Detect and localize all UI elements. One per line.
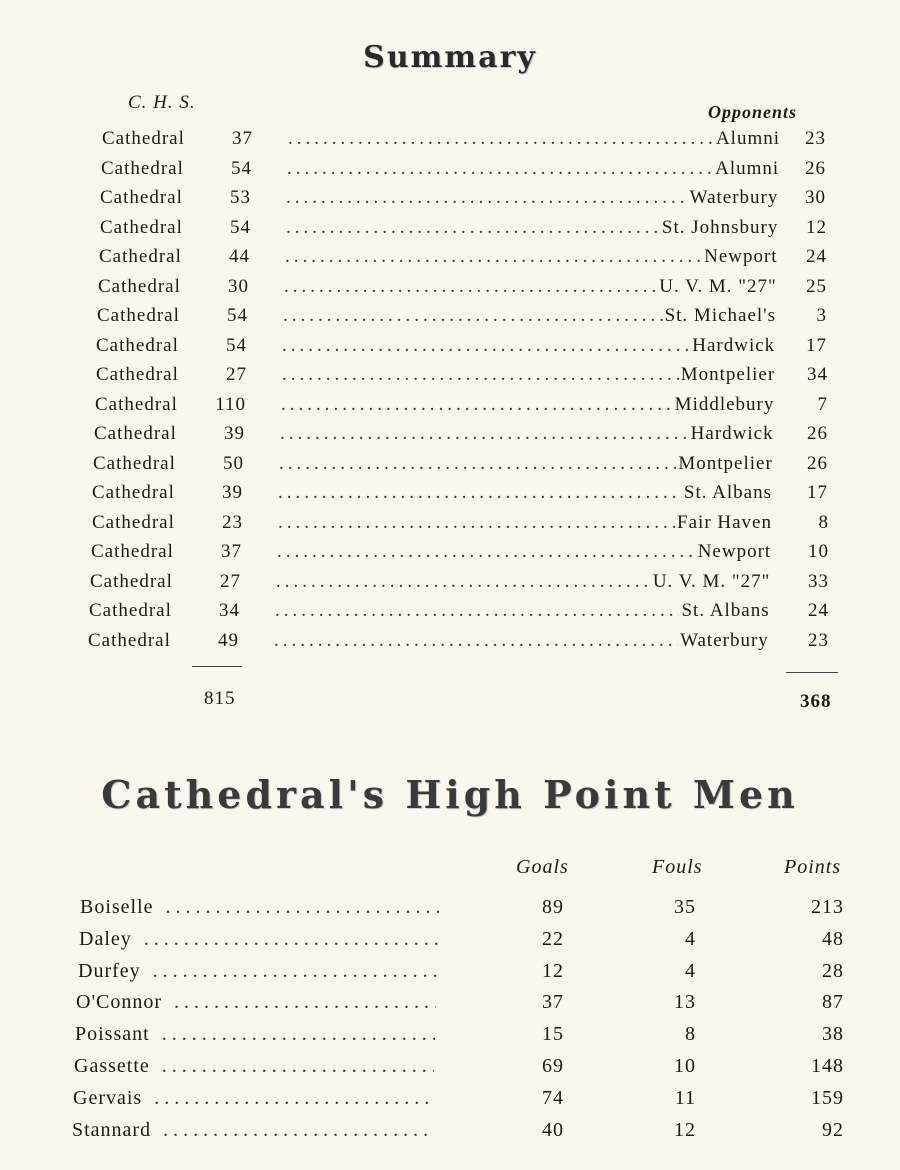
player-goals: 69 [542, 1055, 564, 1077]
opponent-leader [275, 600, 770, 622]
game-row [0, 305, 900, 334]
cathedral-score: 54 [227, 305, 248, 326]
dot-leader [162, 991, 436, 1014]
team-name: Cathedral [99, 246, 182, 267]
game-row [0, 600, 900, 629]
game-row [0, 276, 900, 305]
opponent-leader [274, 630, 769, 652]
team-name: Cathedral [101, 157, 184, 179]
player-row [0, 1023, 900, 1053]
opponent-score: 34 [807, 364, 828, 385]
dot-leader [142, 1087, 433, 1110]
opponent-leader [286, 217, 778, 239]
game-row [0, 571, 900, 600]
player-fouls: 35 [674, 896, 696, 918]
cathedral-score: 23 [222, 511, 243, 533]
opponent-name: U. V. M. "27" [659, 275, 777, 297]
player-fouls: 10 [674, 1055, 696, 1077]
player-name: Durfey [78, 959, 141, 982]
opponent-leader [286, 187, 778, 209]
opponent-score: 33 [808, 570, 829, 592]
player-name-leader [74, 1055, 434, 1078]
team-name: Cathedral [91, 541, 174, 562]
cathedral-score: 39 [222, 482, 243, 503]
player-name: Poissant [75, 1023, 150, 1046]
opponent-leader [282, 364, 775, 386]
dot-leader [150, 1055, 434, 1078]
opponent-name: U. V. M. "27" [652, 570, 771, 592]
game-row [0, 541, 900, 570]
team-name: Cathedral [96, 364, 179, 385]
player-name-leader [80, 896, 440, 919]
player-points: 48 [822, 927, 844, 950]
team-name: Cathedral [93, 452, 176, 474]
opponents-column-header: Opponents [708, 102, 798, 122]
game-row [0, 335, 900, 364]
goals-column-header: Goals [516, 856, 569, 878]
player-name: Daley [79, 927, 132, 950]
dot-leader [150, 1023, 435, 1046]
chs-total: 815 [204, 688, 236, 709]
dot-leader [286, 217, 660, 239]
opponent-leader [283, 305, 776, 327]
opponent-score: 23 [805, 128, 826, 149]
player-row [0, 960, 900, 990]
player-name: Boiselle [80, 896, 154, 918]
dot-leader [282, 335, 690, 357]
player-points: 213 [811, 896, 844, 918]
team-name: Cathedral [94, 423, 177, 444]
chs-total-rule [192, 666, 242, 667]
cathedral-score: 54 [230, 216, 251, 238]
opponent-leader [278, 512, 772, 534]
player-name-leader [73, 1087, 433, 1110]
cathedral-score: 49 [218, 629, 239, 651]
opponent-leader [278, 482, 772, 504]
summary-title: Summary [363, 40, 537, 75]
player-goals: 12 [542, 959, 564, 982]
cathedral-score: 27 [220, 570, 241, 592]
opponents-total: 368 [800, 691, 832, 712]
dot-leader [277, 541, 696, 563]
dot-leader [278, 482, 682, 504]
player-name-leader [72, 1119, 432, 1142]
player-goals: 40 [542, 1118, 564, 1141]
player-points: 38 [822, 1023, 844, 1046]
player-goals: 37 [542, 991, 564, 1014]
player-row [0, 896, 900, 926]
opponent-leader [276, 571, 770, 593]
team-name: Cathedral [98, 275, 181, 297]
opponent-name: Fair Haven [677, 511, 772, 533]
cathedral-score: 54 [226, 334, 247, 356]
player-name-leader [78, 960, 438, 983]
dot-leader [281, 394, 673, 416]
opponent-leader [281, 394, 774, 416]
team-name: Cathedral [96, 334, 179, 356]
cathedral-score: 37 [221, 541, 242, 562]
opponent-score: 25 [806, 275, 827, 297]
player-row [0, 928, 900, 958]
game-row [0, 630, 900, 659]
player-row [0, 1055, 900, 1085]
player-row [0, 991, 900, 1021]
opponent-score: 3 [816, 305, 827, 326]
player-name: Stannard [72, 1118, 152, 1141]
team-name: Cathedral [90, 570, 173, 592]
opponent-name: St. Albans [681, 600, 770, 621]
player-row [0, 1087, 900, 1117]
opponents-total-rule [786, 672, 838, 673]
player-name-leader [79, 928, 439, 951]
fouls-column-header: Fouls [652, 856, 703, 878]
player-goals: 89 [542, 896, 564, 918]
opponent-score: 24 [808, 600, 829, 621]
team-name: Cathedral [95, 393, 178, 415]
player-fouls: 12 [674, 1118, 696, 1141]
dot-leader [285, 246, 702, 268]
team-name: Cathedral [92, 482, 175, 503]
opponent-leader [285, 246, 778, 268]
game-row [0, 512, 900, 541]
team-name: Cathedral [89, 600, 172, 621]
cathedral-score: 44 [229, 246, 250, 267]
dot-leader [151, 1119, 432, 1142]
game-row [0, 128, 900, 157]
dot-leader [141, 960, 438, 983]
player-points: 159 [811, 1086, 844, 1109]
dot-leader [282, 364, 679, 386]
dot-leader [274, 630, 678, 652]
high-point-title: Cathedral's High Point Men [101, 772, 799, 817]
opponent-name: Hardwick [690, 423, 774, 444]
dot-leader [284, 276, 657, 298]
team-name: Cathedral [100, 216, 183, 238]
opponent-name: Hardwick [692, 334, 776, 356]
opponent-name: Waterbury [680, 629, 769, 651]
dot-leader [288, 128, 714, 150]
opponent-score: 17 [806, 334, 827, 356]
cathedral-score: 110 [215, 393, 246, 415]
cathedral-score: 30 [228, 275, 249, 297]
dot-leader [154, 896, 440, 919]
game-row [0, 246, 900, 275]
points-column-header: Points [784, 856, 842, 878]
game-row [0, 187, 900, 216]
player-row [0, 1119, 900, 1149]
opponent-leader [280, 423, 774, 445]
player-name-leader [76, 991, 436, 1014]
opponent-score: 8 [818, 511, 829, 533]
game-row [0, 158, 900, 187]
opponent-name: Waterbury [689, 187, 779, 208]
team-name: Cathedral [100, 187, 183, 208]
opponent-score: 26 [807, 452, 828, 474]
dot-leader [132, 928, 439, 951]
team-name: Cathedral [97, 305, 180, 326]
player-fouls: 13 [674, 991, 696, 1014]
player-fouls: 8 [685, 1023, 696, 1046]
game-row [0, 217, 900, 246]
player-fouls: 4 [685, 927, 696, 950]
player-points: 92 [822, 1118, 844, 1141]
cathedral-score: 53 [230, 187, 251, 208]
opponent-name: St. Albans [683, 482, 772, 503]
opponent-leader [284, 276, 777, 298]
dot-leader [280, 423, 689, 445]
dot-leader [287, 158, 713, 180]
opponent-name: Montpelier [680, 364, 776, 385]
opponent-name: Alumni [715, 157, 780, 179]
opponent-name: Alumni [715, 128, 780, 149]
opponent-score: 12 [806, 216, 827, 238]
team-name: Cathedral [102, 128, 185, 149]
opponent-leader [277, 541, 771, 563]
dot-leader [275, 600, 679, 622]
cathedral-score: 34 [219, 600, 240, 621]
player-name: O'Connor [76, 991, 163, 1014]
cathedral-score: 37 [232, 128, 253, 149]
opponent-leader [288, 128, 780, 150]
game-row [0, 423, 900, 452]
team-name: Cathedral [92, 511, 175, 533]
player-goals: 22 [542, 927, 564, 950]
opponent-name: St. Johnsbury [661, 216, 779, 238]
game-row [0, 482, 900, 511]
player-fouls: 11 [674, 1086, 696, 1109]
dot-leader [283, 305, 663, 327]
opponent-score: 7 [817, 393, 828, 415]
dot-leader [278, 512, 675, 534]
dot-leader [286, 187, 688, 209]
opponent-name: Newport [704, 246, 778, 267]
opponent-name: Middlebury [674, 393, 775, 415]
player-name: Gervais [73, 1086, 143, 1109]
player-points: 148 [811, 1055, 844, 1077]
opponent-leader [279, 453, 773, 475]
chs-column-header: C. H. S. [128, 92, 196, 113]
opponent-score: 30 [805, 187, 826, 208]
opponent-score: 10 [808, 541, 829, 562]
opponent-leader [287, 158, 779, 180]
game-row [0, 394, 900, 423]
opponent-name: Newport [697, 541, 772, 562]
player-goals: 15 [542, 1023, 564, 1046]
cathedral-score: 27 [226, 364, 247, 385]
player-fouls: 4 [685, 959, 696, 982]
player-name: Gassette [74, 1055, 150, 1077]
opponent-leader [282, 335, 775, 357]
opponent-score: 23 [808, 629, 829, 651]
cathedral-score: 54 [231, 157, 252, 179]
opponent-name: St. Michael's [664, 305, 776, 326]
opponent-score: 17 [807, 482, 828, 503]
opponent-name: Montpelier [678, 452, 773, 474]
opponent-score: 24 [806, 246, 827, 267]
dot-leader [279, 453, 676, 475]
player-name-leader [75, 1023, 435, 1046]
cathedral-score: 50 [223, 452, 244, 474]
team-name: Cathedral [88, 629, 171, 651]
opponent-score: 26 [805, 157, 826, 179]
dot-leader [276, 571, 651, 593]
game-row [0, 453, 900, 482]
player-points: 28 [822, 959, 844, 982]
game-row [0, 364, 900, 393]
player-points: 87 [822, 991, 844, 1014]
opponent-score: 26 [807, 423, 828, 444]
player-goals: 74 [542, 1086, 564, 1109]
cathedral-score: 39 [224, 423, 245, 444]
